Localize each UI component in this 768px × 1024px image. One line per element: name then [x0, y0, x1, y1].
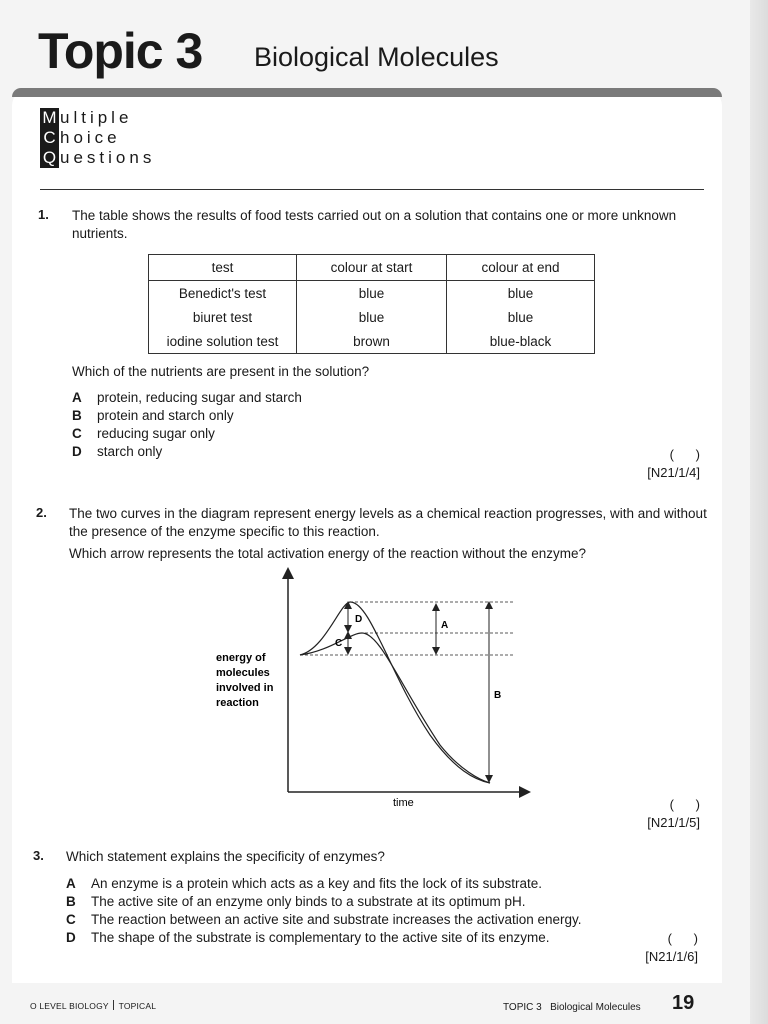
- label-c: C: [335, 638, 343, 649]
- footer-book-title: O LEVEL BIOLOGY: [30, 1001, 109, 1011]
- option-text: protein and starch only: [97, 408, 234, 423]
- option-text: An enzyme is a protein which acts as a key and fits the lock of its substrate.: [91, 876, 542, 891]
- option-text: protein, reducing sugar and starch: [97, 390, 302, 405]
- option-text: reducing sugar only: [97, 426, 215, 441]
- option-a[interactable]: [72, 389, 302, 407]
- option-d[interactable]: [72, 443, 302, 461]
- x-label: time: [393, 797, 414, 809]
- table-header-row: [149, 255, 595, 281]
- option-text: starch only: [97, 444, 163, 459]
- footer-topic: TOPIC 3: [503, 1002, 542, 1013]
- curve-with-enzyme: [300, 633, 490, 783]
- table-cell: Benedict's test: [149, 281, 297, 306]
- option-c[interactable]: [66, 911, 582, 929]
- q3-options: [66, 875, 582, 947]
- mcq-rest-q: uestions: [60, 148, 156, 167]
- header-bar: [12, 88, 722, 97]
- mcq-cap-q: Q: [40, 148, 59, 168]
- table-header: colour at end: [447, 255, 595, 281]
- option-letter: C: [72, 426, 82, 441]
- mcq-cap-m: M: [40, 108, 59, 128]
- topic-title: Biological Molecules: [254, 42, 499, 72]
- y-label-4: reaction: [216, 697, 259, 709]
- page-number: 19: [672, 992, 695, 1014]
- q1-options: [72, 389, 302, 461]
- table-cell: blue: [447, 305, 595, 329]
- q3-answer-box[interactable]: ( ): [667, 931, 698, 946]
- option-letter: B: [72, 408, 82, 423]
- curve-without-enzyme: [300, 602, 490, 783]
- section-divider: [40, 189, 704, 190]
- table-cell: blue: [297, 305, 447, 329]
- option-letter: A: [66, 876, 76, 891]
- table-cell: blue: [297, 281, 447, 306]
- q2-text: The two curves in the diagram represent energy levels as a chemical reaction progresses, with and without the presence of the enzyme specific to this reaction.: [69, 506, 707, 539]
- mcq-rest-m: ultiple: [60, 108, 133, 127]
- table-cell: brown: [297, 329, 447, 354]
- q3-reference: [N21/1/6]: [645, 949, 698, 964]
- option-d[interactable]: [66, 929, 582, 947]
- table-row: [149, 281, 595, 306]
- option-c[interactable]: [72, 425, 302, 443]
- q3-text: Which statement explains the specificity of enzymes?: [66, 849, 385, 864]
- q2-reference: [N21/1/5]: [647, 815, 700, 830]
- table-row: [149, 329, 595, 354]
- option-letter: A: [72, 390, 82, 405]
- q3-number: 3.: [33, 848, 44, 863]
- option-letter: B: [66, 894, 76, 909]
- footer-divider: [113, 1000, 114, 1010]
- option-b[interactable]: [66, 893, 582, 911]
- label-d: D: [355, 614, 363, 625]
- q2-prompt: Which arrow represents the total activation energy of the reaction without the enzyme?: [69, 546, 587, 561]
- footer-right: [503, 1002, 641, 1013]
- q2-answer-box[interactable]: ( ): [669, 797, 700, 812]
- page-edge: [750, 0, 768, 1024]
- q1-answer-box[interactable]: ( ): [669, 447, 700, 462]
- option-text: The shape of the substrate is complementary to the active site of its enzyme.: [91, 930, 550, 945]
- y-label-1: energy of: [216, 652, 266, 664]
- table-row: [149, 305, 595, 329]
- table-cell: blue: [447, 281, 595, 306]
- energy-diagram: [200, 565, 540, 815]
- food-test-table: [148, 254, 595, 354]
- table-cell: biuret test: [149, 305, 297, 329]
- footer-left: [30, 1000, 156, 1011]
- topic-number: Topic 3: [38, 23, 203, 79]
- y-label-2: molecules: [216, 667, 270, 679]
- option-letter: D: [72, 444, 82, 459]
- table-cell: iodine solution test: [149, 329, 297, 354]
- table-header: test: [149, 255, 297, 281]
- y-label-3: involved in: [216, 682, 274, 694]
- option-letter: D: [66, 930, 76, 945]
- q1-text: The table shows the results of food tests carried out on a solution that contains one or more unknown nutrients.: [72, 208, 677, 241]
- mcq-cap-c: C: [40, 128, 59, 148]
- mcq-heading: [40, 108, 155, 168]
- q1-prompt: Which of the nutrients are present in the solution?: [72, 364, 370, 379]
- label-a: A: [441, 620, 449, 631]
- option-text: The reaction between an active site and substrate increases the activation energy.: [91, 912, 582, 927]
- footer-book-type: TOPICAL: [118, 1001, 157, 1011]
- option-text: The active site of an enzyme only binds to a substrate at its optimum pH.: [91, 894, 526, 909]
- q1-reference: [N21/1/4]: [647, 465, 700, 480]
- option-b[interactable]: [72, 407, 302, 425]
- label-b: B: [494, 690, 502, 701]
- table-cell: blue-black: [447, 329, 595, 354]
- option-a[interactable]: [66, 875, 582, 893]
- q1-number: 1.: [38, 207, 49, 222]
- q2-number: 2.: [36, 505, 47, 520]
- mcq-rest-c: hoice: [60, 128, 121, 147]
- option-letter: C: [66, 912, 76, 927]
- footer-topic-title: Biological Molecules: [550, 1002, 641, 1013]
- table-header: colour at start: [297, 255, 447, 281]
